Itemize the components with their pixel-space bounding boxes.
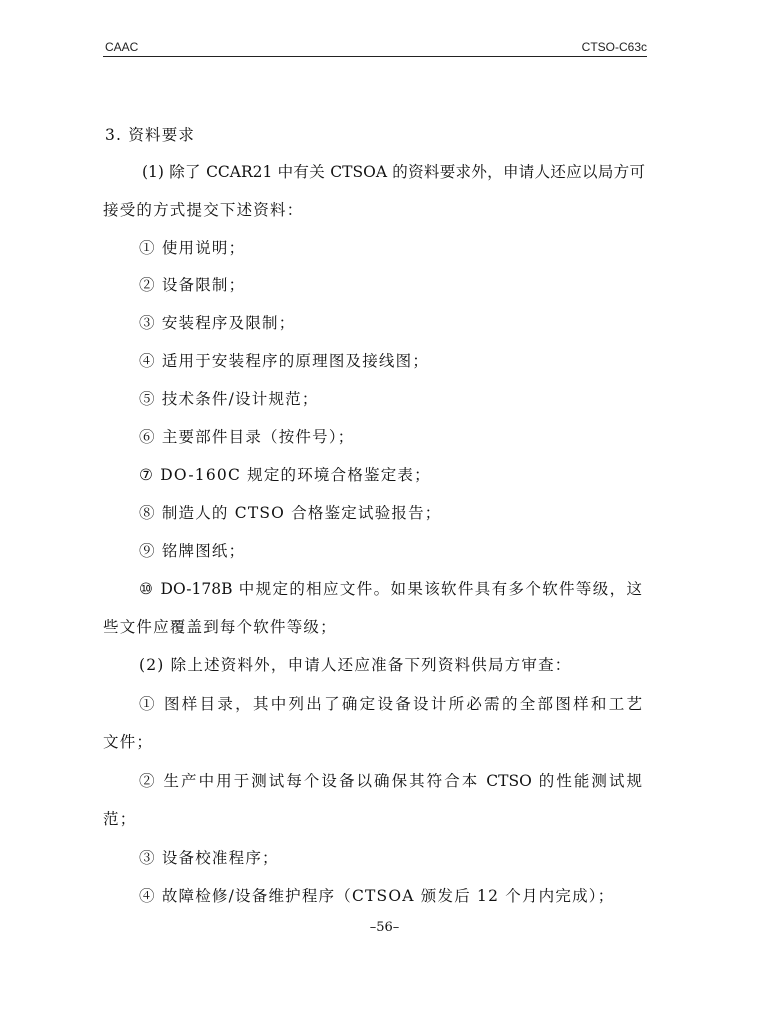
para1-line1: (1) 除了 CCAR21 中有关 CTSOA 的资料要求外，申请人还应以局方可 xyxy=(142,163,645,181)
items2-0-line2: 文件； xyxy=(103,733,154,751)
item10-line1: ⑩ DO-178B 中规定的相应文件。如果该软件具有多个软件等级，这 xyxy=(139,580,642,598)
items2-1-line2: 范； xyxy=(103,810,137,828)
para1-line2: 接受的方式提交下述资料： xyxy=(103,201,304,219)
list-item: ① 使用说明； xyxy=(139,239,246,257)
items2-1-line1: ② 生产中用于测试每个设备以确保其符合本 CTSO 的性能测试规 xyxy=(139,772,642,790)
page-number: –56– xyxy=(369,920,400,935)
page-header xyxy=(103,40,647,57)
header-left-label: CAAC xyxy=(105,40,139,54)
item10-line2: 些文件应覆盖到每个软件等级； xyxy=(103,618,337,636)
para2: (2) 除上述资料外，申请人还应准备下列资料供局方审查： xyxy=(139,656,572,674)
section-title: 3. 资料要求 xyxy=(105,126,196,144)
list-item: ⑨ 铭牌图纸； xyxy=(139,542,246,560)
list-item: ⑤ 技术条件/设计规范； xyxy=(139,390,319,408)
list-item: ④ 适用于安装程序的原理图及接线图； xyxy=(139,352,430,370)
list-item: ③ 安装程序及限制； xyxy=(139,314,296,332)
list-item: ⑥ 主要部件目录（按件号）； xyxy=(139,428,355,446)
list-item: ③ 设备校准程序； xyxy=(139,849,279,867)
list-item: ⑦ DO-160C 规定的环境合格鉴定表； xyxy=(139,466,431,484)
list-item: ④ 故障检修/设备维护程序（CTSOA 颁发后 12 个月内完成）； xyxy=(139,887,615,905)
header-right-label: CTSO-C63c xyxy=(581,40,647,54)
list-item: ② 设备限制； xyxy=(139,276,246,294)
list-item: ⑧ 制造人的 CTSO 合格鉴定试验报告； xyxy=(139,504,442,522)
items2-0-line1: ① 图样目录，其中列出了确定设备设计所必需的全部图样和工艺 xyxy=(139,695,642,713)
